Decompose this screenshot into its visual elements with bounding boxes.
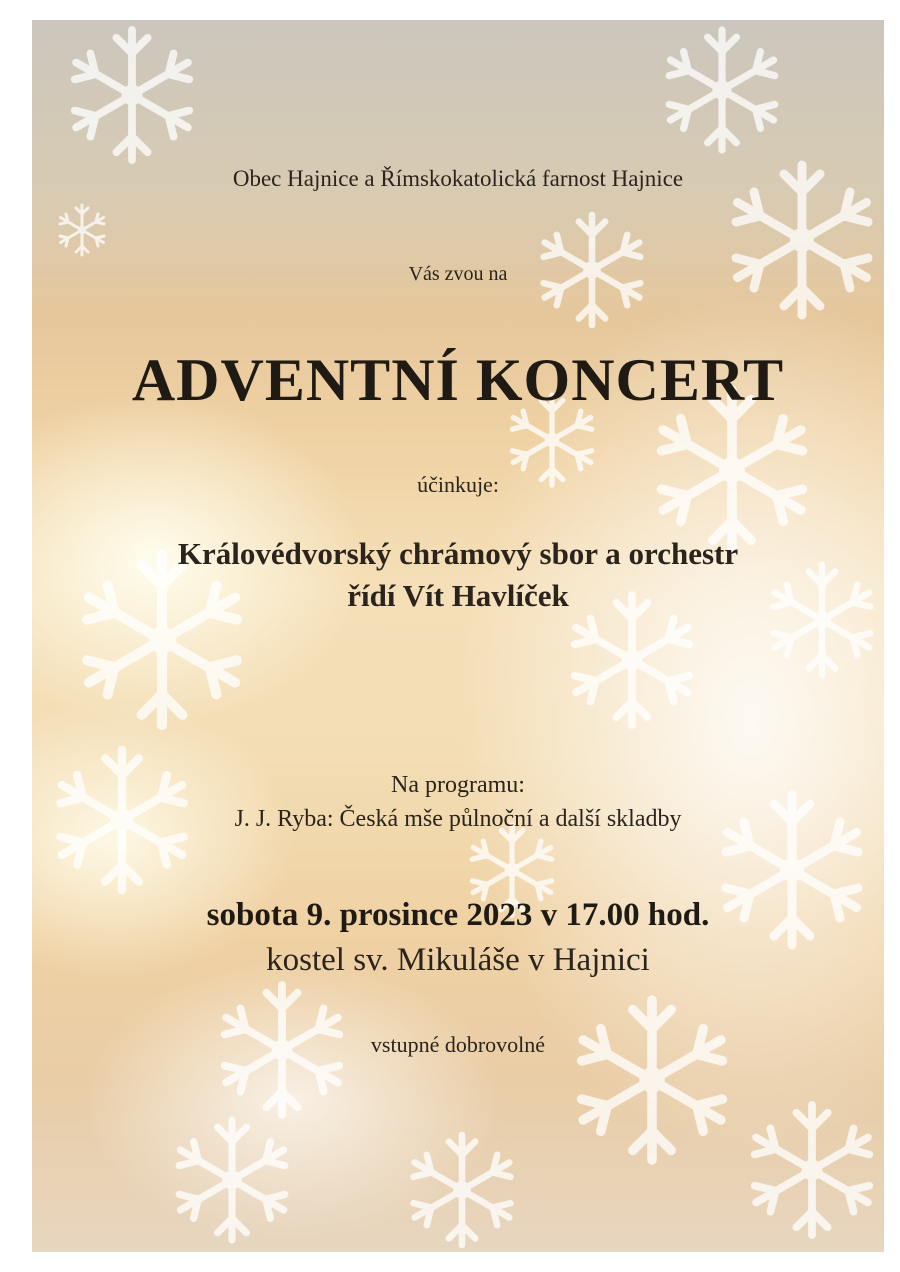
ensemble-name: Královédvorský chrámový sbor a orchestr [177,536,739,571]
conductor-name: řídí Vít Havlíček [347,578,569,613]
invite-text: Vás zvou na [408,263,508,285]
organizers: Obec Hajnice a Římskokatolická farnost Hajnice [232,166,684,191]
event-place: kostel sv. Mikuláše v Hajnici [266,942,650,978]
concert-title: ADVENTNÍ KONCERT [131,347,785,413]
poster-text [32,20,884,1252]
program-label: Na programu: [391,772,525,798]
performs-label: účinkuje: [417,472,499,497]
program-text: J. J. Ryba: Česká mše půlnoční a další skladby [234,806,682,832]
concert-poster [32,20,884,1252]
event-date-time: sobota 9. prosince 2023 v 17.00 hod. [206,897,710,933]
entry-note: vstupné dobrovolné [370,1032,546,1057]
